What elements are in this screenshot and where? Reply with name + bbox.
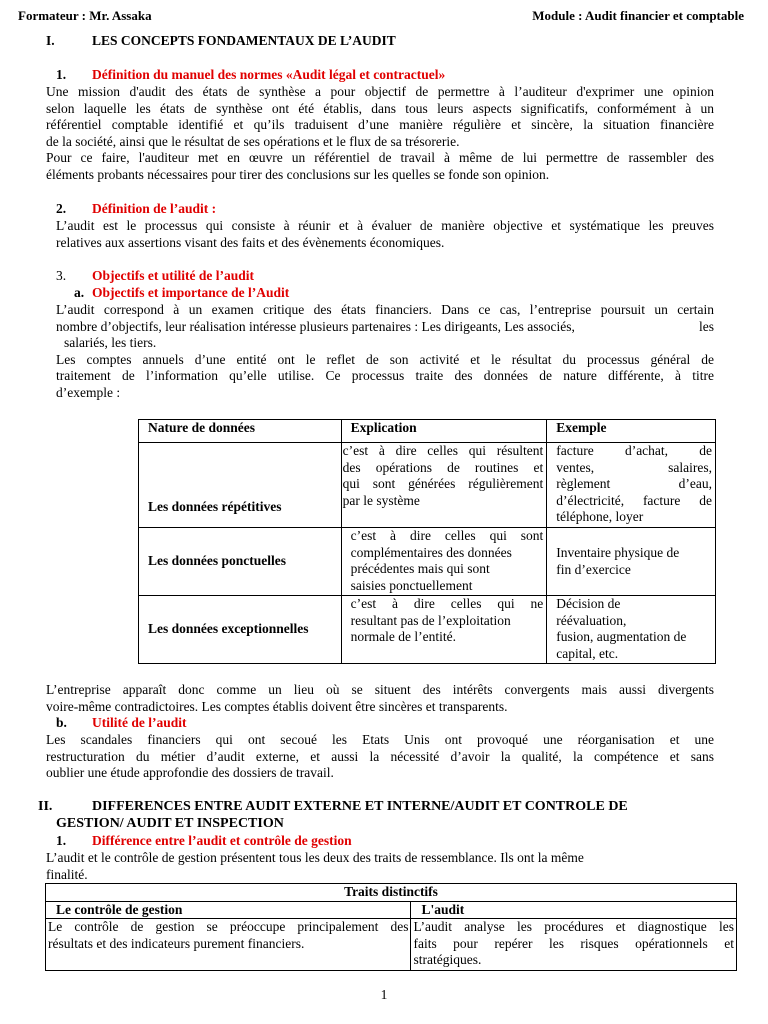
- section1-number: I.: [46, 33, 55, 48]
- sub3a-line-end: les: [699, 318, 714, 334]
- sub1-line: Une mission d'audit des états de synthèse a pour objectif de permettre à l’auditeur d'exprimer une opinion: [46, 84, 714, 99]
- sub3b-line: oublier une étude approfondie des dossiers de travail.: [46, 765, 334, 780]
- cell-line: règlement d’eau,: [556, 476, 712, 491]
- sec2-sub1-line: L’audit et le contrôle de gestion présentent tous les deux des traits de ressemblance. Ils ont la même: [46, 850, 584, 865]
- sub3a-title: Objectifs et importance de l’Audit: [92, 285, 290, 300]
- table-row: [139, 443, 716, 528]
- section2-title-line2: GESTION/ AUDIT ET INSPECTION: [56, 816, 284, 831]
- cell-line: L’audit analyse les procédures et diagnostique les: [413, 919, 734, 934]
- cell-line: Décision de: [556, 596, 621, 611]
- cell-line: stratégiques.: [413, 952, 482, 967]
- table-cell-exemple: [547, 443, 716, 528]
- sec2-sub1-number: 1.: [56, 833, 67, 848]
- table-cell-nature: Les données répétitives: [139, 443, 342, 528]
- table-cell-explication: [341, 596, 547, 664]
- cell-line: fin d’exercice: [556, 561, 631, 577]
- after-table-line: L’entreprise apparaît donc comme un lieu où se situent des intérêts convergents mais aussi divergents: [46, 682, 714, 697]
- sub2-paragraph: [56, 218, 714, 251]
- sub1-line: éléments probants nécessaires pour tirer des conclusions sur les quelles se fonde son opinion.: [46, 166, 550, 182]
- sub1-paragraph: [46, 84, 714, 183]
- traits-cell-audit: [411, 919, 737, 971]
- sub3a-paragraph: [56, 302, 714, 401]
- sub3b-label: b.: [56, 715, 67, 730]
- cell-line: Inventaire physique de: [556, 545, 680, 560]
- cell-line: saisies ponctuellement: [350, 577, 473, 593]
- header-trainer: Formateur : Mr. Assaka: [18, 8, 152, 23]
- section2-number: II.: [38, 799, 53, 814]
- after-table-line: voire-même contradictoires. Les comptes établis doivent être sincères et transparents.: [46, 698, 508, 714]
- section2-title-line1: DIFFERENCES ENTRE AUDIT EXTERNE ET INTERNE/AUDIT ET CONTROLE DE: [92, 799, 628, 814]
- traits-header-row: [46, 901, 737, 919]
- sec2-sub1-paragraph: [46, 850, 714, 883]
- page-number: 1: [380, 987, 388, 1002]
- sec2-sub1-line: finalité.: [46, 866, 88, 882]
- cell-line: c’est à dire celles qui sont: [350, 528, 544, 543]
- sub3a-label: a.: [74, 285, 85, 300]
- cell-line: facture d’achat, de: [556, 443, 712, 458]
- header-module: Module : Audit financier et comptable: [532, 8, 744, 23]
- traits-cell-controle: [46, 919, 411, 971]
- sub1-number: 1.: [56, 67, 67, 82]
- table-row: [139, 528, 716, 596]
- cell-line: faits pour repérer les risques opérationnels et: [413, 935, 734, 951]
- sub2-line: relatives aux assertions visant des faits et des évènements économiques.: [56, 234, 445, 250]
- cell-line: précédentes mais qui sont: [350, 561, 490, 576]
- sub3a-line: nombre d’objectifs, leur réalisation intéresse plusieurs partenaires : Les dirigeants, Les associés,: [56, 318, 575, 334]
- sub3a-line: salariés, les tiers.: [64, 335, 157, 350]
- table-header-cell: Explication: [341, 420, 547, 443]
- cell-line: complémentaires des données: [350, 544, 512, 560]
- traits-table: [45, 883, 737, 971]
- traits-title: Traits distinctifs: [46, 884, 737, 902]
- sub2-line: L’audit est le processus qui consiste à réunir et à évaluer de manière objective et systématique les preuves: [56, 218, 714, 233]
- sub3-number: 3.: [56, 268, 67, 283]
- cell-line: normale de l’entité.: [350, 629, 456, 644]
- sub2-number: 2.: [56, 201, 67, 216]
- cell-line: c’est à dire celles qui résultent: [342, 443, 544, 458]
- table-cell-exemple: [547, 596, 716, 664]
- sub3b-paragraph: [46, 732, 714, 782]
- traits-col1-header: Le contrôle de gestion: [46, 901, 411, 919]
- sub3a-line: Les comptes annuels d’une entité ont le reflet de son activité et le résultat du processus général de: [56, 351, 714, 367]
- sub1-line: Pour ce faire, l'auditeur met en œuvre un référentiel de travail à même de lui permettre de rassembler des: [46, 150, 714, 165]
- after-table-paragraph: [46, 682, 714, 715]
- sub3b-line: Les scandales financiers qui ont secoué les Etats Unis ont provoqué une réorganisation et une: [46, 732, 714, 747]
- cell-line: c’est à dire celles qui ne: [350, 596, 544, 611]
- sub1-line: de la société, ainsi que le résultat de ses opérations et le flux de sa trésorerie.: [46, 133, 460, 149]
- traits-content-row: [46, 919, 737, 971]
- sec2-sub1-title: Différence entre l’audit et contrôle de gestion: [92, 833, 352, 848]
- sub2-title: Définition de l’audit :: [92, 201, 217, 216]
- sub3a-line: d’exemple :: [56, 384, 121, 400]
- sub3-title: Objectifs et utilité de l’audit: [92, 268, 254, 283]
- cell-line: d’électricité, facture de: [556, 492, 712, 508]
- data-types-table: [138, 419, 716, 664]
- cell-line: résultats et des indicateurs purement financiers.: [48, 935, 305, 951]
- table-header-row: [139, 420, 716, 443]
- table-header-cell: Exemple: [547, 420, 716, 443]
- sub3a-line: traitement de l’information qu’elle utilise. Ce processus traite des données de nature différente, à titre: [56, 368, 714, 383]
- cell-line: réévaluation,: [556, 612, 627, 628]
- cell-line: fusion, augmentation de: [556, 629, 687, 644]
- cell-line: resultant pas de l’exploitation: [350, 612, 511, 628]
- table-row: [139, 596, 716, 664]
- sub3a-line-wrap: [56, 319, 714, 336]
- table-cell-exemple: [547, 528, 716, 596]
- sub1-line: référentiel comptable identifié et qu’ils traduisent d’une manière régulière et sincère, la situation financière: [46, 117, 714, 132]
- sub3b-title: Utilité de l’audit: [92, 715, 187, 730]
- table-header-cell: Nature de données: [139, 420, 342, 443]
- cell-line: des opérations de routines et: [342, 459, 544, 475]
- cell-line: qui sont générées régulièrement: [342, 476, 544, 491]
- sub3b-line: restructuration du métier d’audit externe, et aussi la nécessité d’avoir la qualité, la compétence et sans: [46, 748, 714, 764]
- table-cell-nature: Les données exceptionnelles: [139, 596, 342, 664]
- traits-col2-header: L'audit: [411, 901, 737, 919]
- table-cell-explication: [341, 443, 547, 528]
- cell-line: capital, etc.: [556, 645, 619, 661]
- sub1-line: selon laquelle les états de synthèse ont été établis, dans tous leurs aspects significatifs, conformément à un: [46, 100, 714, 116]
- cell-line: par le système: [342, 492, 420, 508]
- cell-line: ventes, salaires,: [556, 459, 712, 475]
- cell-line: Le contrôle de gestion se préoccupe principalement des: [48, 919, 409, 934]
- sub1-title: Définition du manuel des normes «Audit légal et contractuel»: [92, 67, 446, 82]
- table-cell-explication: [341, 528, 547, 596]
- traits-title-row: [46, 884, 737, 902]
- cell-line: téléphone, loyer: [556, 509, 644, 524]
- section1-title: LES CONCEPTS FONDAMENTAUX DE L’AUDIT: [92, 33, 396, 48]
- table-cell-nature: Les données ponctuelles: [139, 528, 342, 596]
- sub3a-line: L’audit correspond à un examen critique des états financiers. Dans ce cas, l’entreprise poursuit un certain: [56, 302, 714, 317]
